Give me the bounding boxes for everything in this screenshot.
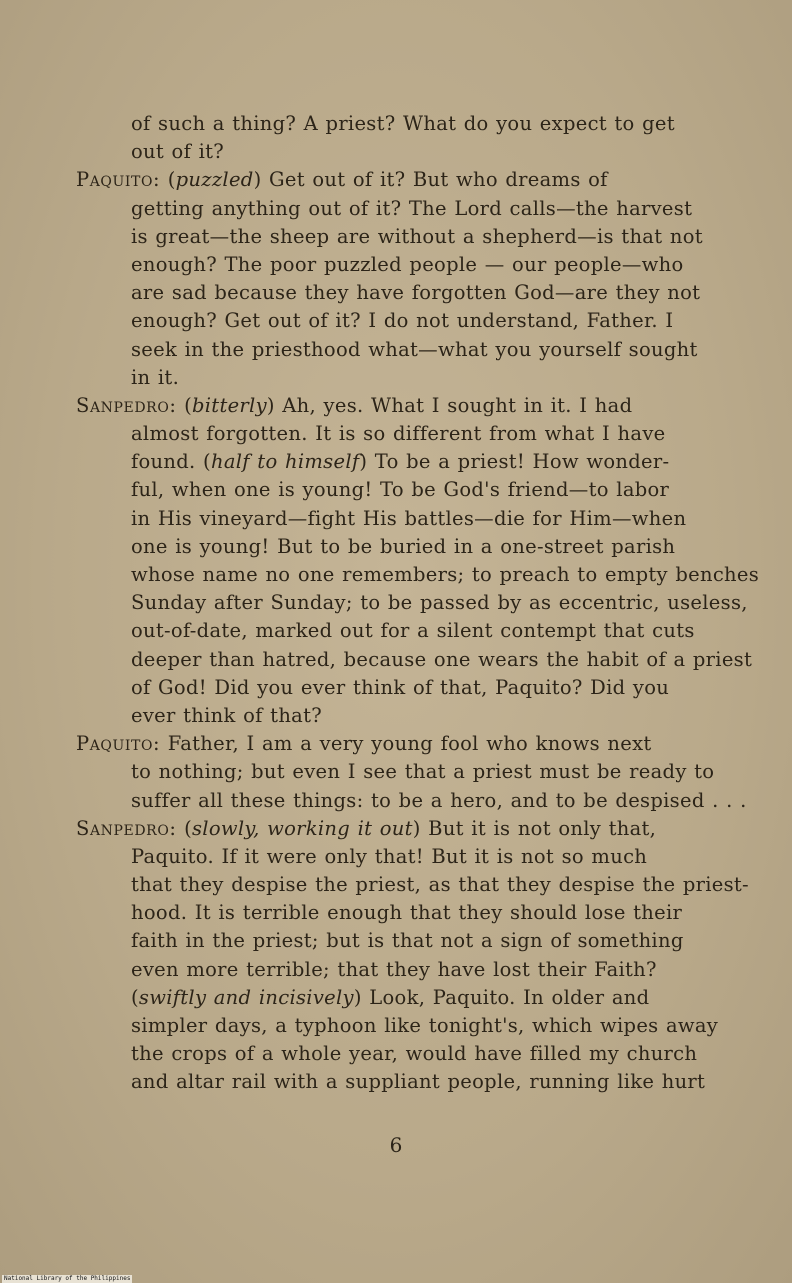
- dialogue-text: ) Look, Paquito. In older and: [353, 985, 650, 1009]
- dialogue-text: ) To be a priest! How wonder-: [359, 450, 670, 474]
- dialogue-text: seek in the priesthood what—what you yourself sought: [131, 337, 698, 361]
- dialogue-text: hood. It is terrible enough that they should lose their: [131, 901, 683, 925]
- dialogue-text: is great—the sheep are without a shepherd—is that not: [131, 224, 703, 248]
- text-line: [76, 166, 726, 194]
- text-line: [76, 871, 749, 899]
- dialogue-text: out-of-date, marked out for a silent contempt that cuts: [131, 619, 695, 643]
- dialogue-text: simpler days, a typhoon like tonight's, which wipes away: [131, 1014, 719, 1037]
- text-line: [76, 899, 726, 927]
- dialogue-text: the crops of a whole year, would have filled my church: [131, 1042, 698, 1066]
- text-line: [76, 476, 726, 504]
- text-line: [76, 195, 726, 223]
- dialogue-text: faith in the priest; but is that not a sign of something: [131, 929, 684, 953]
- dialogue-text: (: [160, 168, 176, 192]
- dialogue-text: enough? Get out of it? I do not understand, Father. I: [131, 309, 674, 333]
- text-line: [76, 730, 726, 758]
- text-line: [76, 336, 726, 364]
- dialogue-text: (: [176, 816, 192, 840]
- text-line: [76, 674, 726, 702]
- text-line: [76, 589, 748, 617]
- page-number: 6: [389, 1133, 403, 1157]
- dialogue-text: even more terrible; that they have lost their Faith?: [131, 957, 657, 981]
- text-line: [76, 448, 726, 476]
- dialogue-text: to nothing; but even I see that a priest must be ready to: [131, 760, 715, 784]
- text-line: [76, 843, 726, 871]
- dialogue-text: of such a thing? A priest? What do you expect to get: [131, 112, 675, 135]
- stage-direction: half to himself: [210, 450, 360, 474]
- text-line: [76, 1040, 726, 1068]
- dialogue-text: of God! Did you ever think of that, Paquito? Did you: [131, 675, 670, 699]
- text-line: [76, 927, 726, 955]
- text-line: [76, 279, 726, 307]
- dialogue-text: enough? The poor puzzled people — our people—who: [131, 252, 684, 276]
- dialogue-text: one is young! But to be buried in a one-street parish: [131, 534, 676, 558]
- stage-direction: puzzled: [175, 168, 254, 192]
- play-text-body: [76, 110, 760, 1097]
- text-line: [76, 787, 747, 815]
- text-line: [76, 364, 726, 392]
- footer-credit: National Library of the Philippines: [4, 1275, 131, 1282]
- stage-direction: slowly, working it out: [191, 816, 413, 840]
- dialogue-text: (: [176, 393, 192, 417]
- text-line: [76, 617, 726, 645]
- text-line: [76, 815, 726, 843]
- text-line: [76, 758, 726, 786]
- speaker-name: Sanpedro:: [76, 393, 177, 417]
- dialogue-text: ) Get out of it? But who dreams of: [253, 168, 608, 192]
- speaker-name: Paquito:: [76, 168, 161, 192]
- text-line: [76, 1012, 726, 1040]
- text-line: [76, 307, 726, 335]
- text-line: [76, 956, 726, 984]
- speaker-name: Paquito:: [76, 732, 161, 756]
- dialogue-text: almost forgotten. It is so different from what I have: [131, 422, 666, 446]
- text-line: [76, 110, 726, 138]
- dialogue-text: that they despise the priest, as that they despise the priest-: [131, 873, 749, 897]
- text-line: [76, 533, 726, 561]
- dialogue-text: Father, I am a very young fool who knows next: [160, 732, 652, 756]
- stage-direction: swiftly and incisively: [138, 985, 354, 1009]
- dialogue-text: in His vineyard—fight His battles—die for Him—when: [131, 506, 687, 530]
- text-line: [76, 561, 760, 589]
- text-line: [76, 223, 726, 251]
- text-line: [76, 646, 753, 674]
- text-line: [76, 505, 726, 533]
- text-line: [76, 1068, 726, 1096]
- dialogue-text: are sad because they have forgotten God—are they not: [131, 281, 701, 305]
- text-line: [76, 702, 726, 730]
- text-line: [76, 984, 726, 1012]
- dialogue-text: deeper than hatred, because one wears the habit of a priest: [131, 647, 753, 671]
- dialogue-text: suffer all these things: to be a hero, and to be despised . . .: [131, 788, 747, 812]
- dialogue-text: getting anything out of it? The Lord calls—the harvest: [131, 196, 693, 220]
- text-line: [76, 251, 726, 279]
- dialogue-text: whose name no one remembers; to preach to empty benches: [131, 563, 760, 586]
- stage-direction: bitterly: [191, 393, 267, 417]
- dialogue-text: found. (: [131, 450, 211, 474]
- dialogue-text: ) Ah, yes. What I sought in it. I had: [266, 393, 633, 417]
- text-line: [76, 392, 726, 420]
- dialogue-text: ful, when one is young! To be God's friend—to labor: [131, 478, 670, 502]
- speaker-name: Sanpedro:: [76, 816, 177, 840]
- text-line: [76, 420, 726, 448]
- dialogue-text: Sunday after Sunday; to be passed by as eccentric, useless,: [131, 591, 748, 615]
- dialogue-text: ) But it is not only that,: [412, 816, 657, 840]
- dialogue-text: out of it?: [131, 140, 225, 164]
- dialogue-text: and altar rail with a suppliant people, running like hurt: [131, 1070, 706, 1094]
- dialogue-text: Paquito. If it were only that! But it is not so much: [131, 844, 648, 868]
- dialogue-text: ever think of that?: [131, 703, 322, 727]
- text-line: [76, 138, 726, 166]
- dialogue-text: (: [131, 985, 139, 1009]
- dialogue-text: in it.: [131, 365, 180, 389]
